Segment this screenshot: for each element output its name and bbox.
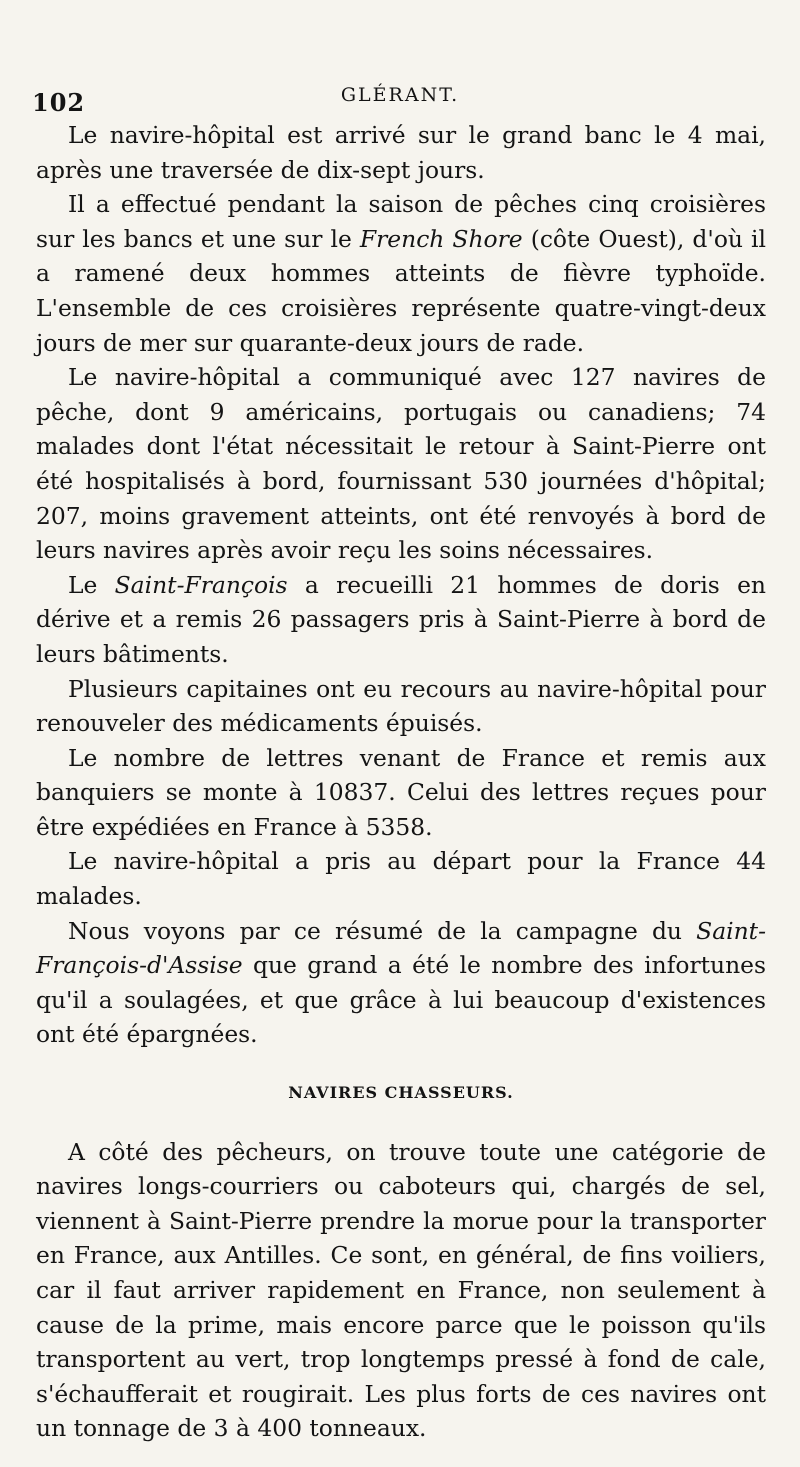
paragraph [36,1135,766,1446]
paragraph-text: A côté des pêcheurs, on trouve toute une catégorie de navires longs-courriers ou caboteurs qui, chargés de sel, viennent à Saint-Pierre prendre la morue pour la transporter en France, aux Antilles. Ce sont, en général, de fins voiliers, car il faut arriver rapidement en France, non seulement à cause de la prime, mais encore parce que le poisson qu'ils transportent au vert, trop longtemps pressé à fond de cale, s'échaufferait et rougirait. Les plus forts de ces navires ont un tonnage de 3 à 400 tonneaux. [36,1137,766,1443]
italic-term: French Shore [359,224,523,253]
page-header [0,80,800,116]
body-text [36,118,766,1446]
paragraph-text: Le navire-hôpital a pris au départ pour la France 44 malades. [36,847,766,911]
section-heading: NAVIRES CHASSEURS. [288,1083,514,1103]
paragraph [36,741,766,845]
running-head: GLÉRANT. [340,84,460,106]
paragraph [36,118,766,187]
paragraph-text: Nous voyons par ce résumé de la campagne du [68,916,697,945]
page-number: 102 [32,88,86,117]
paragraph-text: (côte Ouest), d'où il a ramené deux hommes atteints de fièvre typhoïde. L'ensemble de ces croisières représente quatre-vingt-deux jours de mer sur quarante-deux jours de rade. [36,224,766,357]
paragraph-text: a recueilli 21 hommes de doris en dérive et a remis 26 passagers pris à Saint-Pierre à bord de leurs bâtiments. [36,570,766,668]
paragraph [36,844,766,913]
paragraph [36,672,766,741]
paragraph [36,914,766,1052]
paragraph-text: Le nombre de lettres venant de France et remis aux banquiers se monte à 10837. Celui des lettres reçues pour être expédiées en France à 5358. [36,743,766,841]
italic-term: Saint-François-d'Assise [36,916,766,980]
paragraph [36,187,766,360]
paragraph-text: que grand a été le nombre des infortunes qu'il a soulagées, et que grâce à lui beaucoup d'existences ont été épargnées. [36,951,766,1049]
paragraph-text: Le navire-hôpital a communiqué avec 127 navires de pêche, dont 9 américains, portugais ou canadiens; 74 malades dont l'état nécessitait le retour à Saint-Pierre ont été hospitalisés à bord, fournissant 530 journées d'hôpital; 207, moins gravement atteints, ont été renvoyés à bord de leurs navires après avoir reçu les soins nécessaires. [36,363,766,565]
paragraph-text: Plusieurs capitaines ont eu recours au navire-hôpital pour renouveler des médicaments épuisés. [36,674,766,738]
paragraph [36,360,766,568]
paragraph-text: Le [68,570,115,599]
paragraph-text: Le navire-hôpital est arrivé sur le grand banc le 4 mai, après une traversée de dix-sept jours. [36,121,766,184]
paragraph-text: Il a effectué pendant la saison de pêches cinq croisières sur les bancs et une sur le [36,190,766,253]
italic-term: Saint-François [114,570,288,599]
paragraph [36,568,766,672]
